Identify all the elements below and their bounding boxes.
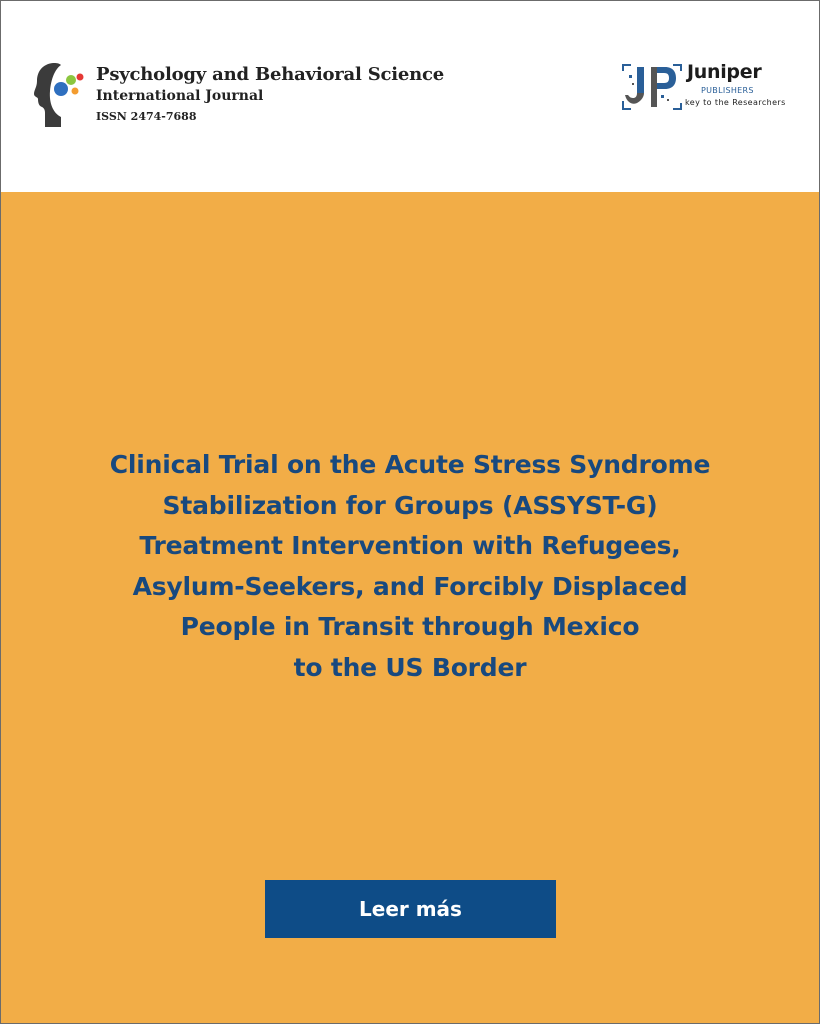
header [1,1,819,192]
journal-issn: ISSN 2474-7688 [96,110,197,123]
publisher-logo [621,61,791,111]
article-title: Clinical Trial on the Acute Stress Syndrome Stabilization for Groups (ASSYST-G) Treatment Intervention with Refugees, Asylum-Seekers, and Forcibly Displaced People in Transit through Mexico to the US Border [109,450,711,682]
journal-subtitle: International Journal [96,88,264,104]
journal-branding [96,64,444,123]
read-more-button[interactable]: Leer más [265,880,556,938]
publisher-subtitle: PUBLISHERS [701,86,754,95]
jp-monogram-icon [621,63,683,111]
journal-title: Psychology and Behavioral Science [96,64,445,85]
main-panel [1,192,819,1023]
publisher-name: Juniper [687,61,762,83]
publisher-tagline: key to the Researchers [685,98,786,107]
head-profile-icon [31,59,91,129]
